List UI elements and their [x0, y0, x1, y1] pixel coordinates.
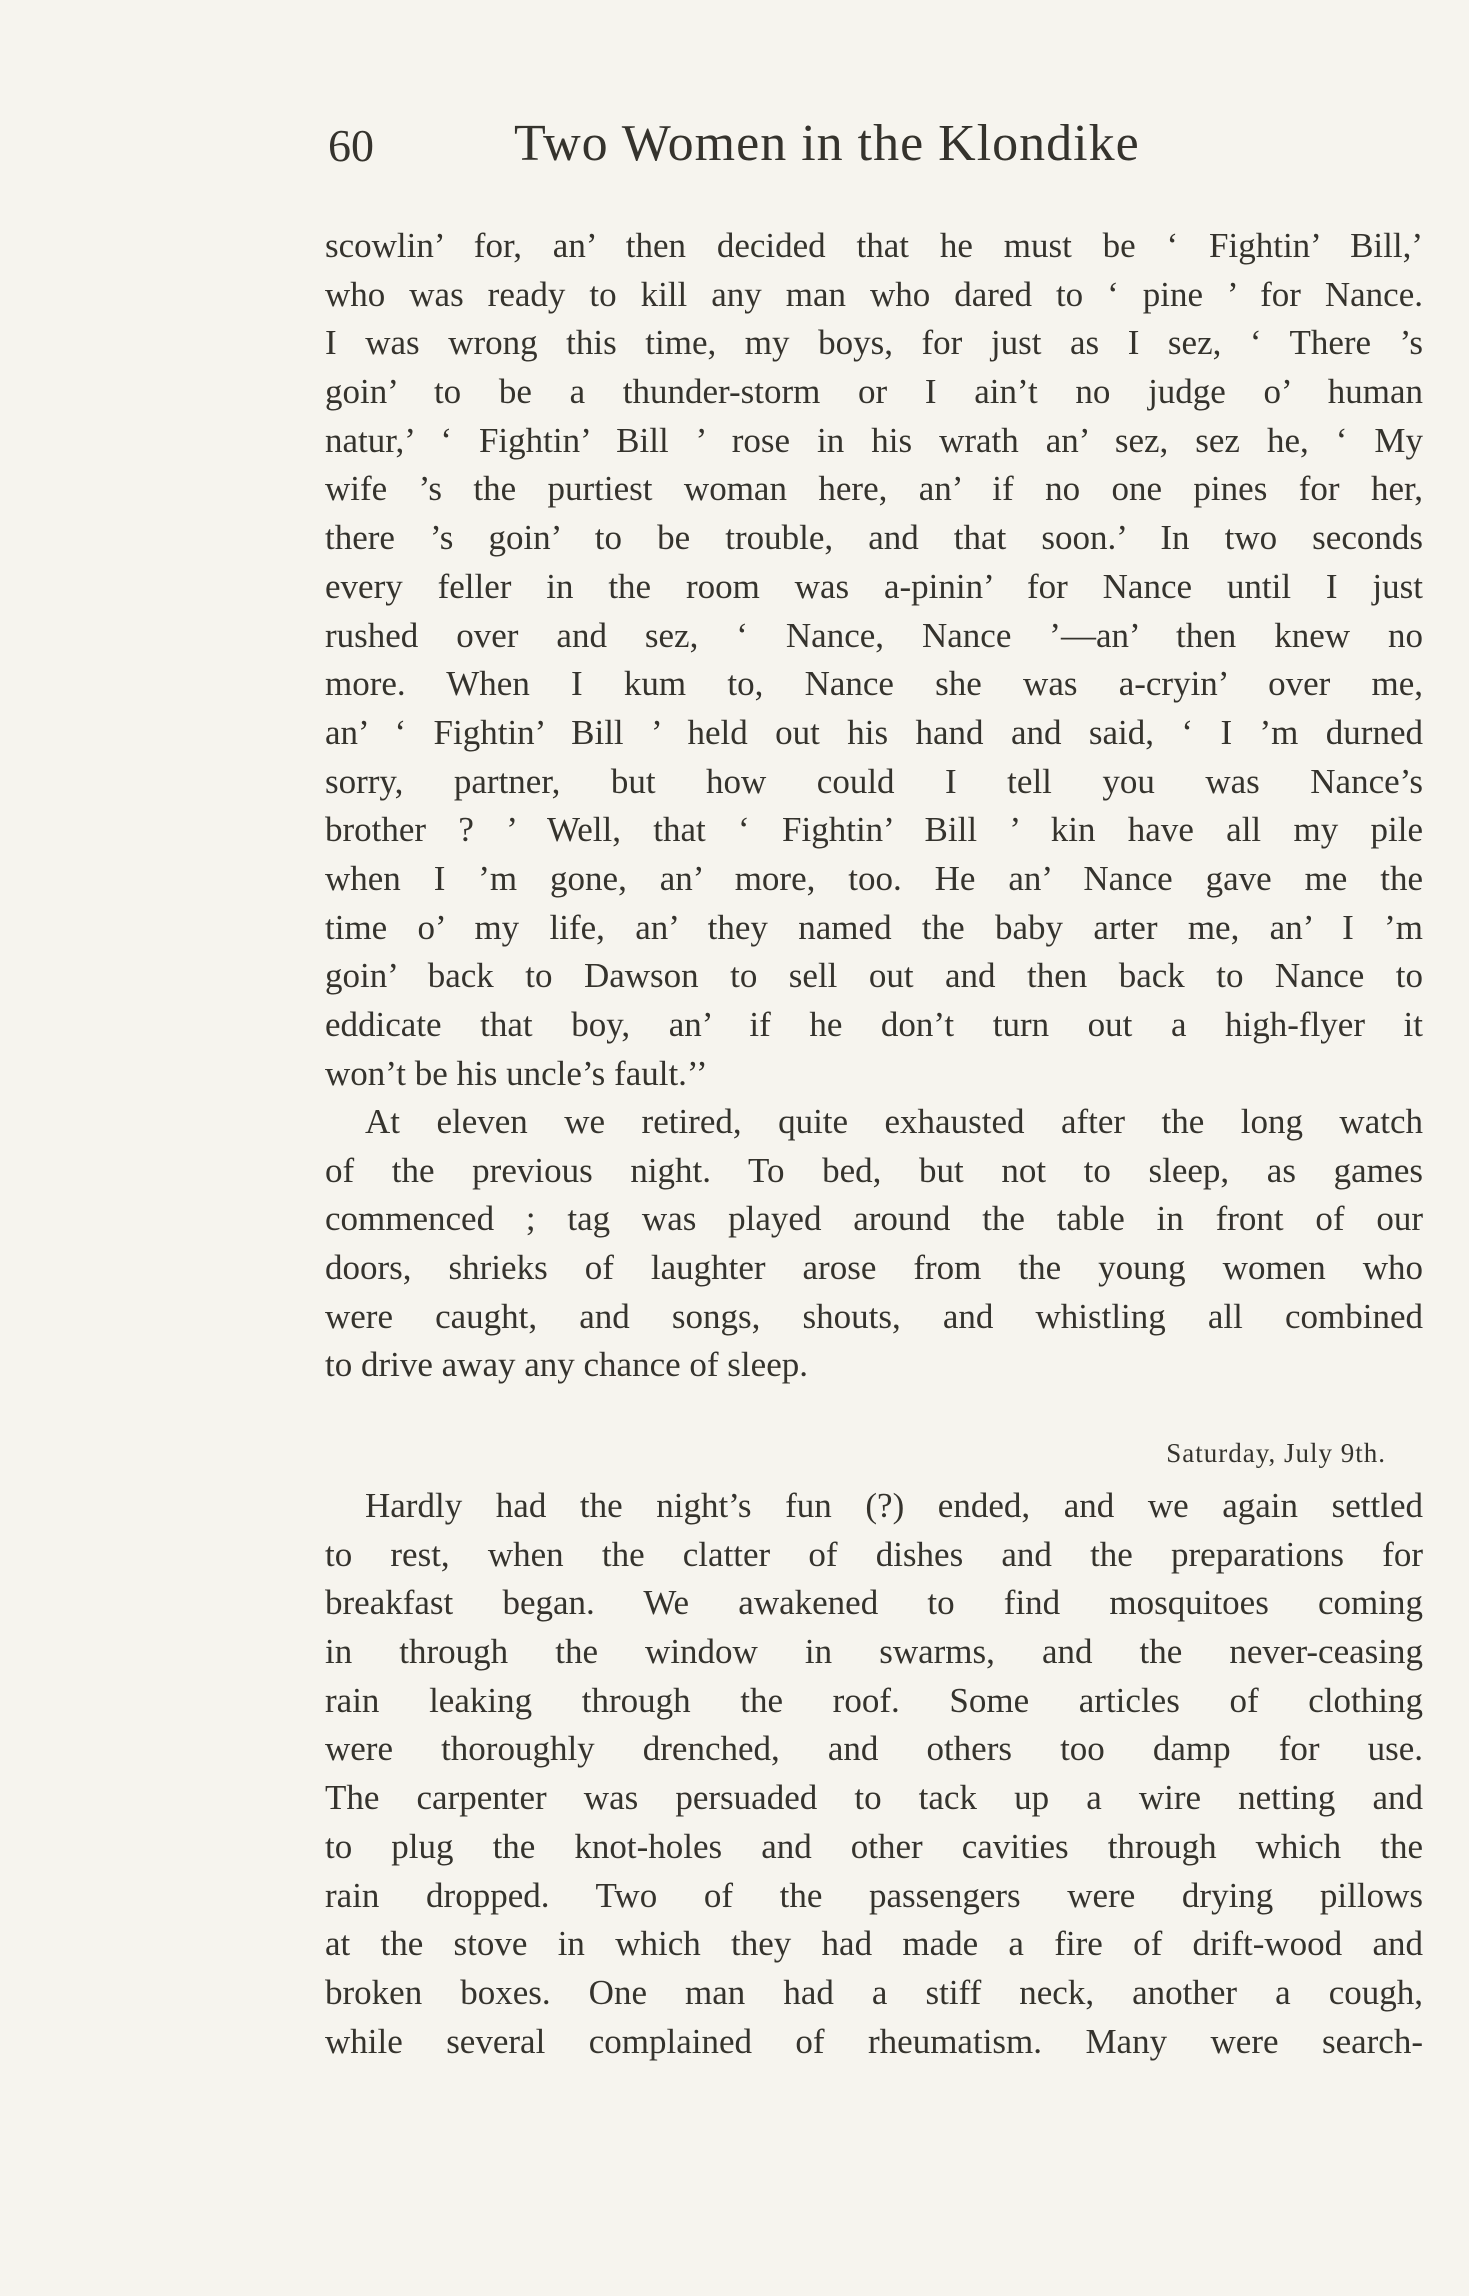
text-line: sorry, partner, but how could I tell you was Nance’s — [325, 761, 1423, 801]
text-line: breakfast began. We awakened to find mosquitoes coming — [325, 1583, 1423, 1623]
text-line: at the stove in which they had made a fire of drift-wood and — [325, 1924, 1423, 1964]
text-line: to drive away any chance of sleep. — [325, 1345, 808, 1385]
text-line: won’t be his uncle’s fault.’’ — [325, 1053, 708, 1093]
text-line: doors, shrieks of laughter arose from the young women who — [325, 1248, 1423, 1288]
date-heading: Saturday, July 9th. — [1166, 1438, 1386, 1468]
text-line: goin’ to be a thunder-storm or I ain’t no judge o’ human — [325, 372, 1423, 412]
text-line: there ’s goin’ to be trouble, and that soon.’ In two seconds — [325, 518, 1423, 558]
text-line: of the previous night. To bed, but not to sleep, as games — [325, 1150, 1423, 1190]
text-line: who was ready to kill any man who dared to ‘ pine ’ for Nance. — [325, 274, 1423, 314]
text-line: rushed over and sez, ‘ Nance, Nance ’—an’ then knew no — [325, 615, 1423, 655]
text-line: rain leaking through the roof. Some articles of clothing — [325, 1680, 1423, 1720]
text-line: were thoroughly drenched, and others too damp for use. — [325, 1729, 1423, 1769]
text-line: time o’ my life, an’ they named the baby arter me, an’ I ’m — [325, 907, 1423, 947]
page-number: 60 — [328, 120, 374, 171]
text-line: to rest, when the clatter of dishes and the preparations for — [325, 1534, 1423, 1574]
text-line: Hardly had the night’s fun (?) ended, and we again settled — [365, 1486, 1423, 1525]
text-line: natur,’ ‘ Fightin’ Bill ’ rose in his wrath an’ sez, sez he, ‘ My — [325, 420, 1423, 460]
text-line: commenced ; tag was played around the table in front of our — [325, 1199, 1423, 1239]
paragraph-1 — [325, 222, 1423, 1098]
text-line: while several complained of rheumatism. Many were search- — [325, 2021, 1423, 2061]
text-line: The carpenter was persuaded to tack up a wire netting and — [325, 1778, 1423, 1818]
text-line: At eleven we retired, quite exhausted after the long watch — [365, 1102, 1423, 1141]
text-line: rain dropped. Two of the passengers were drying pillows — [325, 1875, 1423, 1915]
text-line: brother ? ’ Well, that ‘ Fightin’ Bill ’ kin have all my pile — [325, 810, 1423, 850]
text-line: to plug the knot-holes and other cavities through which the — [325, 1826, 1423, 1866]
text-line: an’ ‘ Fightin’ Bill ’ held out his hand and said, ‘ I ’m durned — [325, 712, 1423, 752]
text-line: more. When I kum to, Nance she was a-cryin’ over me, — [325, 664, 1423, 704]
text-line: goin’ back to Dawson to sell out and then back to Nance to — [325, 956, 1423, 996]
text-line: eddicate that boy, an’ if he don’t turn out a high-flyer it — [325, 1005, 1423, 1044]
text-line: I was wrong this time, my boys, for just as I sez, ‘ There ’s — [325, 323, 1423, 363]
text-line: every feller in the room was a-pinin’ for Nance until I just — [325, 566, 1423, 606]
text-line: were caught, and songs, shouts, and whistling all combined — [325, 1296, 1423, 1336]
paragraph-2 — [325, 1098, 1423, 1390]
running-title: Two Women in the Klondike — [514, 115, 1140, 172]
text-line: wife ’s the purtiest woman here, an’ if no one pines for her, — [325, 469, 1423, 509]
paragraph-3 — [325, 1482, 1423, 2066]
text-line: when I ’m gone, an’ more, too. He an’ Nance gave me the — [325, 858, 1423, 898]
text-line: in through the window in swarms, and the never-ceasing — [325, 1632, 1423, 1672]
text-line: broken boxes. One man had a stiff neck, another a cough, — [325, 1972, 1423, 2012]
text-line: scowlin’ for, an’ then decided that he must be ‘ Fightin’ Bill,’ — [325, 226, 1423, 265]
